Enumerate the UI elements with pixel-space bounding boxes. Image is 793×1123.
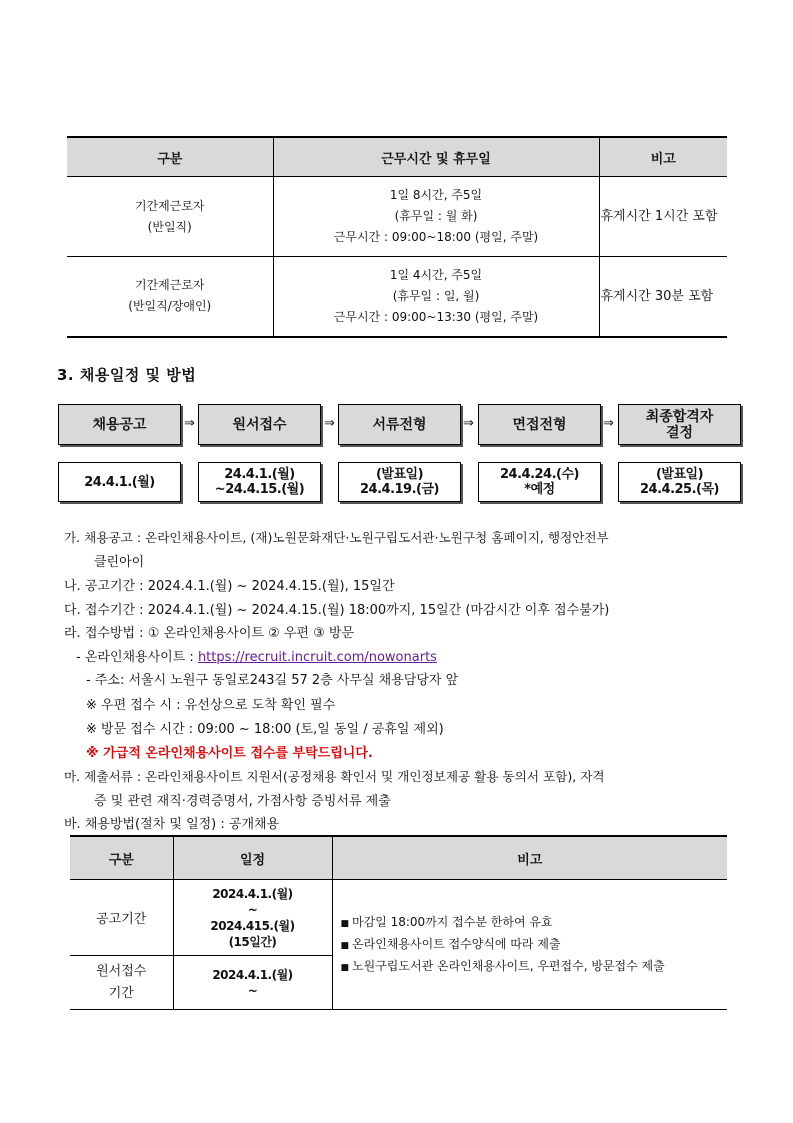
note-post: ※ 우편 접수 시 : 유선상으로 도착 확인 필수 <box>86 698 336 713</box>
header-hours: 근무시간 및 휴무일 <box>273 137 599 177</box>
square-bullet-icon: ■ <box>340 918 350 929</box>
item-ga-cont: 클린아이 <box>94 555 145 570</box>
flow-step-3: 서류전형 <box>338 404 461 445</box>
table-row <box>67 257 727 337</box>
row-label: 공고기간 <box>70 880 173 956</box>
flow-date-3: (발표일) 24.4.19.(금) <box>338 462 461 502</box>
item-ra: 라. 접수방법 : ① 온라인채용사이트 ② 우편 ③ 방문 <box>64 626 355 641</box>
notes-cell <box>332 880 727 1010</box>
address-line: - 주소: 서울시 노원구 동일로243길 57 2층 사무실 채용담당자 앞 <box>86 673 459 688</box>
list-item: ■ 노원구립도서관 온라인채용사이트, 우편접수, 방문접수 제출 <box>340 958 665 973</box>
flow-date-1: 24.4.1.(월) <box>58 462 181 502</box>
header-category: 구분 <box>67 137 273 177</box>
item-na: 나. 공고기간 : 2024.4.1.(월) ~ 2024.4.15.(월), 15일간 <box>64 579 395 594</box>
header-note: 비고 <box>332 836 727 880</box>
flow-step-4: 면접전형 <box>478 404 601 445</box>
flow-date-5: (발표일) 24.4.25.(목) <box>618 462 741 502</box>
note-red: ※ 가급적 온라인채용사이트 접수를 부탁드립니다. <box>86 746 373 761</box>
row-note: 휴게시간 1시간 포함 <box>599 177 727 257</box>
square-bullet-icon: ■ <box>340 962 350 973</box>
row-note: 휴게시간 30분 포함 <box>599 257 727 337</box>
table-header-row <box>67 137 727 177</box>
arrow-icon: ⇒ <box>463 416 474 431</box>
item-da: 다. 접수기간 : 2024.4.1.(월) ~ 2024.4.15.(월) 18:00까지, 15일간 (마감시간 이후 접수불가) <box>64 603 610 618</box>
work-hours-table <box>67 136 727 338</box>
table-row <box>67 177 727 257</box>
note-visit: ※ 방문 접수 시간 : 09:00 ~ 18:00 (토,일 동일 / 공휴일 제외) <box>86 722 444 737</box>
header-category: 구분 <box>70 836 173 880</box>
item-ma: 마. 제출서류 : 온라인채용사이트 지원서(공정채용 확인서 및 개인정보제공 활용 동의서 포함), 자격 <box>64 769 605 784</box>
table-header-row <box>70 836 727 880</box>
flow-step-2: 원서접수 <box>198 404 321 445</box>
recruit-link[interactable]: https://recruit.incruit.com/nowonarts <box>197 650 437 665</box>
flow-step-1: 채용공고 <box>58 404 181 445</box>
row-schedule: 2024.4.1.(월) ~ 2024.415.(월) (15일간) <box>173 880 332 956</box>
row-type: 기간제근로자 (반일직/장애인) <box>67 257 273 337</box>
item-ba: 바. 채용방법(절차 및 일정) : 공개채용 <box>64 817 280 832</box>
arrow-icon: ⇒ <box>324 416 335 431</box>
square-bullet-icon: ■ <box>340 940 350 951</box>
flow-date-4: 24.4.24.(수) *예정 <box>478 462 601 502</box>
list-item: ■ 온라인채용사이트 접수양식에 따라 제출 <box>340 936 561 951</box>
section-title: 3. 채용일정 및 방법 <box>57 366 197 384</box>
item-ma-cont: 증 및 관련 재직·경력증명서, 가점사항 증빙서류 제출 <box>94 794 391 809</box>
item-ga: 가. 채용공고 : 온라인채용사이트, (재)노원문화재단·노원구립도서관·노원구청 홈페이지, 행정안전부 <box>64 530 609 545</box>
arrow-icon: ⇒ <box>603 416 614 431</box>
arrow-icon: ⇒ <box>184 416 195 431</box>
row-hours: 1일 8시간, 주5일 (휴무일 : 월 화) 근무시간 : 09:00~18:00 (평일, 주말) <box>273 177 599 257</box>
row-hours: 1일 4시간, 주5일 (휴무일 : 일, 월) 근무시간 : 09:00~13:30 (평일, 주말) <box>273 257 599 337</box>
row-schedule: 2024.4.1.(월) ~ <box>173 956 332 1010</box>
online-site-line: - 온라인채용사이트 : https://recruit.incruit.com/nowonarts <box>76 650 437 665</box>
header-schedule: 일정 <box>173 836 332 880</box>
row-type: 기간제근로자 (반일직) <box>67 177 273 257</box>
table-row <box>70 880 727 956</box>
header-note: 비고 <box>599 137 727 177</box>
flow-step-5: 최종합격자 결정 <box>618 404 741 445</box>
flow-date-2: 24.4.1.(월) ~24.4.15.(월) <box>198 462 321 502</box>
list-item: ■ 마감일 18:00까지 접수분 한하여 유효 <box>340 914 553 929</box>
schedule-table <box>70 835 727 1010</box>
row-label: 원서접수 기간 <box>70 956 173 1010</box>
